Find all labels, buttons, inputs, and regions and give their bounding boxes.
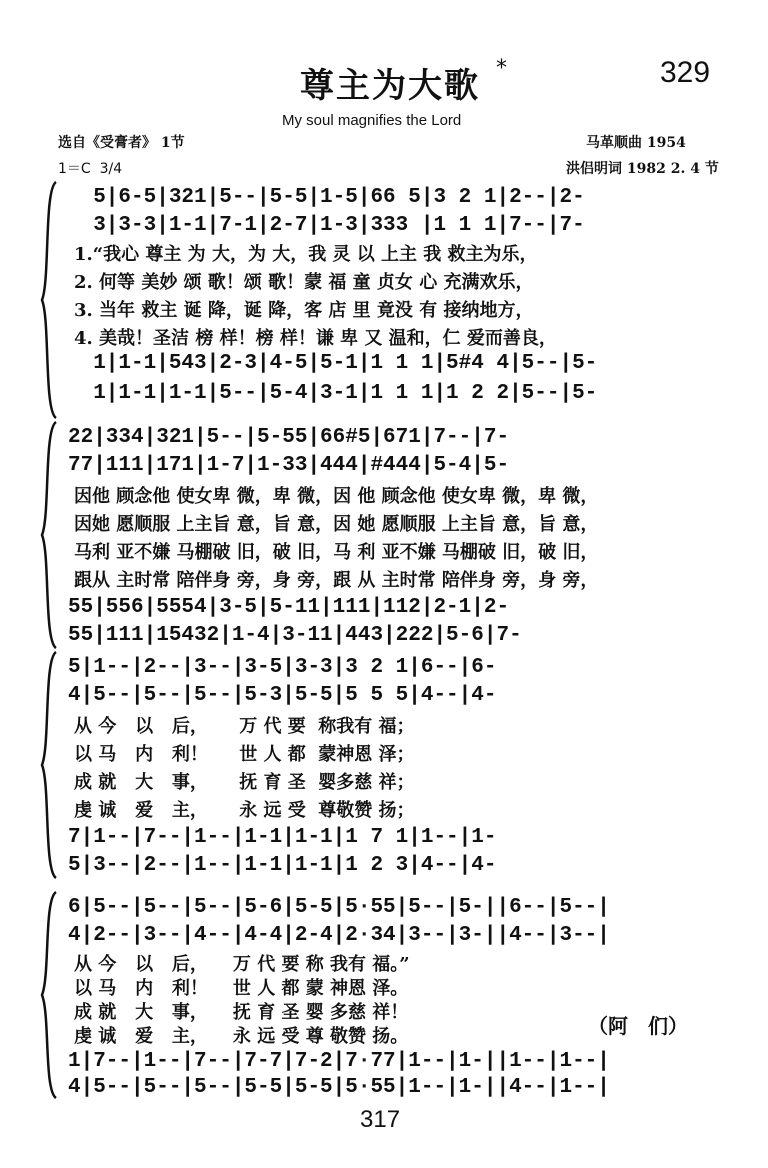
amen-label: （阿 们） <box>588 1014 688 1038</box>
english-subtitle: My soul magnifies the Lord <box>282 112 462 129</box>
composer-credit: 马革顺曲 1954 <box>586 135 686 151</box>
tenor-line: 1|1-1|543|2-3|4-5|5-1|1 1 1|5#4 4|5--|5- <box>68 352 598 375</box>
lyric-verse-2: 因她 愿顺服 上主旨 意，旨 意，因 她 愿顺服 上主旨 意，旨 意， <box>74 514 599 535</box>
soprano-line: 5|6-5|321|5--|5-5|1-5|66 5|3 2 1|2--|2- <box>68 186 585 209</box>
lyric-verse-4: 虔 诚 爱 主， 永 远 受 尊敬赞 扬； <box>74 800 415 821</box>
lyric-verse-2: 2. 何等 美妙 颂 歌！颂 歌！蒙 福 童 贞女 心 充满欢乐， <box>74 272 534 293</box>
system-brace <box>40 890 58 1100</box>
footnote-star: * <box>496 56 507 81</box>
source-note: 选自《受膏者》 1节 <box>58 135 185 151</box>
page-number: 317 <box>360 1106 401 1133</box>
lyric-verse-2: 以 马 内 利！ 世 人 都 蒙神恩 泽； <box>74 744 415 765</box>
lyric-verse-4: 跟从 主时常 陪伴身 旁，身 旁，跟 从 主时常 陪伴身 旁，身 旁， <box>74 570 599 591</box>
tenor-line: 55|556|5554|3-5|5-11|111|112|2-1|2- <box>68 596 510 619</box>
lyric-verse-1: 从 今 以 后， 万 代 要 称我有 福； <box>74 716 415 737</box>
soprano-line: 6|5--|5--|5--|5-6|5-5|5·55|5--|5-||6--|5--| <box>68 896 610 919</box>
key-signature: 1＝C 3/4 <box>58 161 123 177</box>
alto-line: 4|5--|5--|5--|5-3|5-5|5 5 5|4--|4- <box>68 684 497 707</box>
lyric-verse-3: 成 就 大 事， 抚 育 圣 婴多慈 祥； <box>74 772 415 793</box>
system-brace <box>40 650 58 880</box>
soprano-line: 5|1--|2--|3--|3-5|3-3|3 2 1|6--|6- <box>68 656 497 679</box>
music-system-4 <box>40 890 740 1100</box>
lyric-verse-1: 从 今 以 后， 万 代 要 称 我有 福。” <box>74 954 410 975</box>
system-brace <box>40 180 58 420</box>
lyric-verse-4: 虔 诚 爱 主， 永 远 受 尊 敬赞 扬。 <box>74 1026 409 1047</box>
hymn-title: 尊主为大歌 <box>300 66 480 106</box>
bass-line: 5|3--|2--|1--|1-1|1-1|1 2 3|4--|4- <box>68 854 497 877</box>
music-system-1 <box>40 180 740 420</box>
lyric-verse-1: 1.“我心 尊主 为 大，为 大，我 灵 以 上主 我 救主为乐， <box>74 244 538 265</box>
alto-line: 77|111|171|1-7|1-33|444|#444|5-4|5- <box>68 454 510 477</box>
lyric-verse-3: 马利 亚不嫌 马棚破 旧，破 旧，马 利 亚不嫌 马棚破 旧，破 旧， <box>74 542 599 563</box>
alto-line: 3|3-3|1-1|7-1|2-7|1-3|333 |1 1 1|7--|7- <box>68 214 585 237</box>
lyric-verse-4: 4. 美哉！圣洁 榜 样！榜 样！谦 卑 又 温和，仁 爱而善良， <box>74 328 557 349</box>
lyricist-credit: 洪侣明词 1982 2. 4 节 <box>566 161 719 177</box>
lyric-verse-3: 成 就 大 事， 抚 育 圣 婴 多慈 祥！ <box>74 1002 409 1023</box>
lyric-verse-2: 以 马 内 利！ 世 人 都 蒙 神恩 泽。 <box>74 978 409 999</box>
music-system-2 <box>40 420 740 650</box>
music-system-3 <box>40 650 740 880</box>
hymn-number: 329 <box>660 56 711 89</box>
lyric-verse-3: 3. 当年 救主 诞 降，诞 降，客 店 里 竟没 有 接纳地方， <box>74 300 534 321</box>
bass-line: 1|1-1|1-1|5--|5-4|3-1|1 1 1|1 2 2|5--|5- <box>68 382 598 405</box>
alto-line: 4|2--|3--|4--|4-4|2-4|2·34|3--|3-||4--|3--| <box>68 924 610 947</box>
tenor-line: 7|1--|7--|1--|1-1|1-1|1 7 1|1--|1- <box>68 826 497 849</box>
lyric-verse-1: 因他 顾念他 使女卑 微，卑 微，因 他 顾念他 使女卑 微，卑 微， <box>74 486 599 507</box>
tenor-line: 1|7--|1--|7--|7-7|7-2|7·77|1--|1-||1--|1--| <box>68 1050 610 1073</box>
soprano-line: 22|334|321|5--|5-55|66#5|671|7--|7- <box>68 426 510 449</box>
bass-line: 55|111|15432|1-4|3-11|443|222|5-6|7- <box>68 624 522 647</box>
system-brace <box>40 420 58 650</box>
bass-line: 4|5--|5--|5--|5-5|5-5|5·55|1--|1-||4--|1--| <box>68 1076 610 1099</box>
